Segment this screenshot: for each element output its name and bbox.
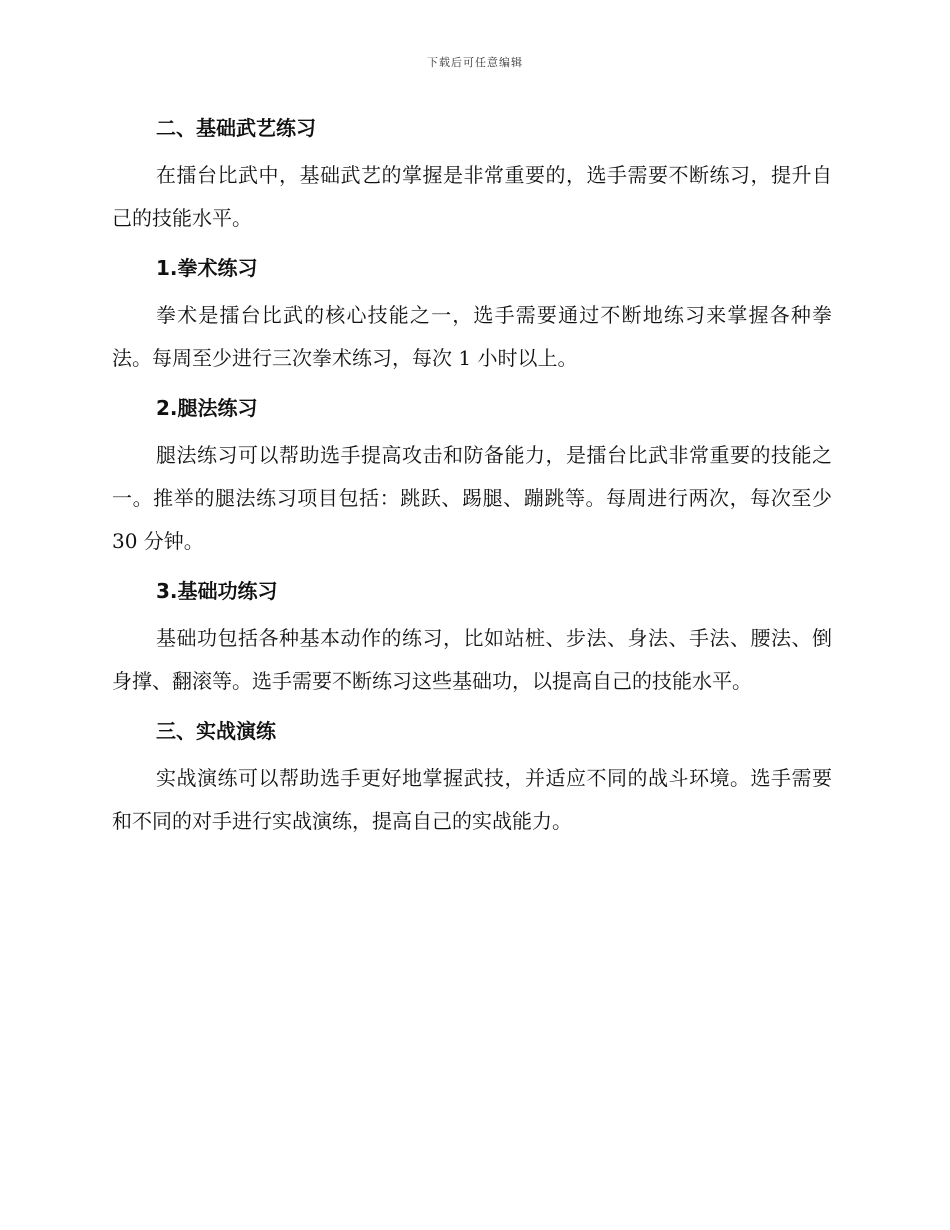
subheading-fist-practice: 1.拳术练习 xyxy=(156,256,258,280)
subheading-foundation-practice: 3.基础功练习 xyxy=(156,579,278,603)
paragraph-basic-intro: 在擂台比武中，基础武艺的掌握是非常重要的，选手需要不断练习，提升自己的技能水平。 xyxy=(112,163,832,230)
paragraph-combat: 实战演练可以帮助选手更好地掌握武技，并适应不同的战斗环境。选手需要和不同的对手进行实战演练，提高自己的实战能力。 xyxy=(112,766,832,833)
paragraph-leg-practice: 腿法练习可以帮助选手提高攻击和防备能力，是擂台比武非常重要的技能之一。推举的腿法练习项目包括：跳跃、踢腿、蹦跳等。每周进行两次，每次至少 30 分钟。 xyxy=(112,443,832,553)
section-heading-combat: 三、实战演练 xyxy=(156,719,276,743)
paragraph-foundation-practice: 基础功包括各种基本动作的练习，比如站桩、步法、身法、手法、腰法、倒身撑、翻滚等。选手需要不断练习这些基础功，以提高自己的技能水平。 xyxy=(112,626,832,693)
header-note: 下载后可任意编辑 xyxy=(427,56,523,69)
document-body xyxy=(112,108,832,851)
section-heading-basic-martial-arts: 二、基础武艺练习 xyxy=(156,116,316,140)
subheading-leg-practice: 2.腿法练习 xyxy=(156,396,258,420)
paragraph-fist-practice: 拳术是擂台比武的核心技能之一，选手需要通过不断地练习来掌握各种拳法。每周至少进行三次拳术练习，每次 1 小时以上。 xyxy=(112,303,832,370)
